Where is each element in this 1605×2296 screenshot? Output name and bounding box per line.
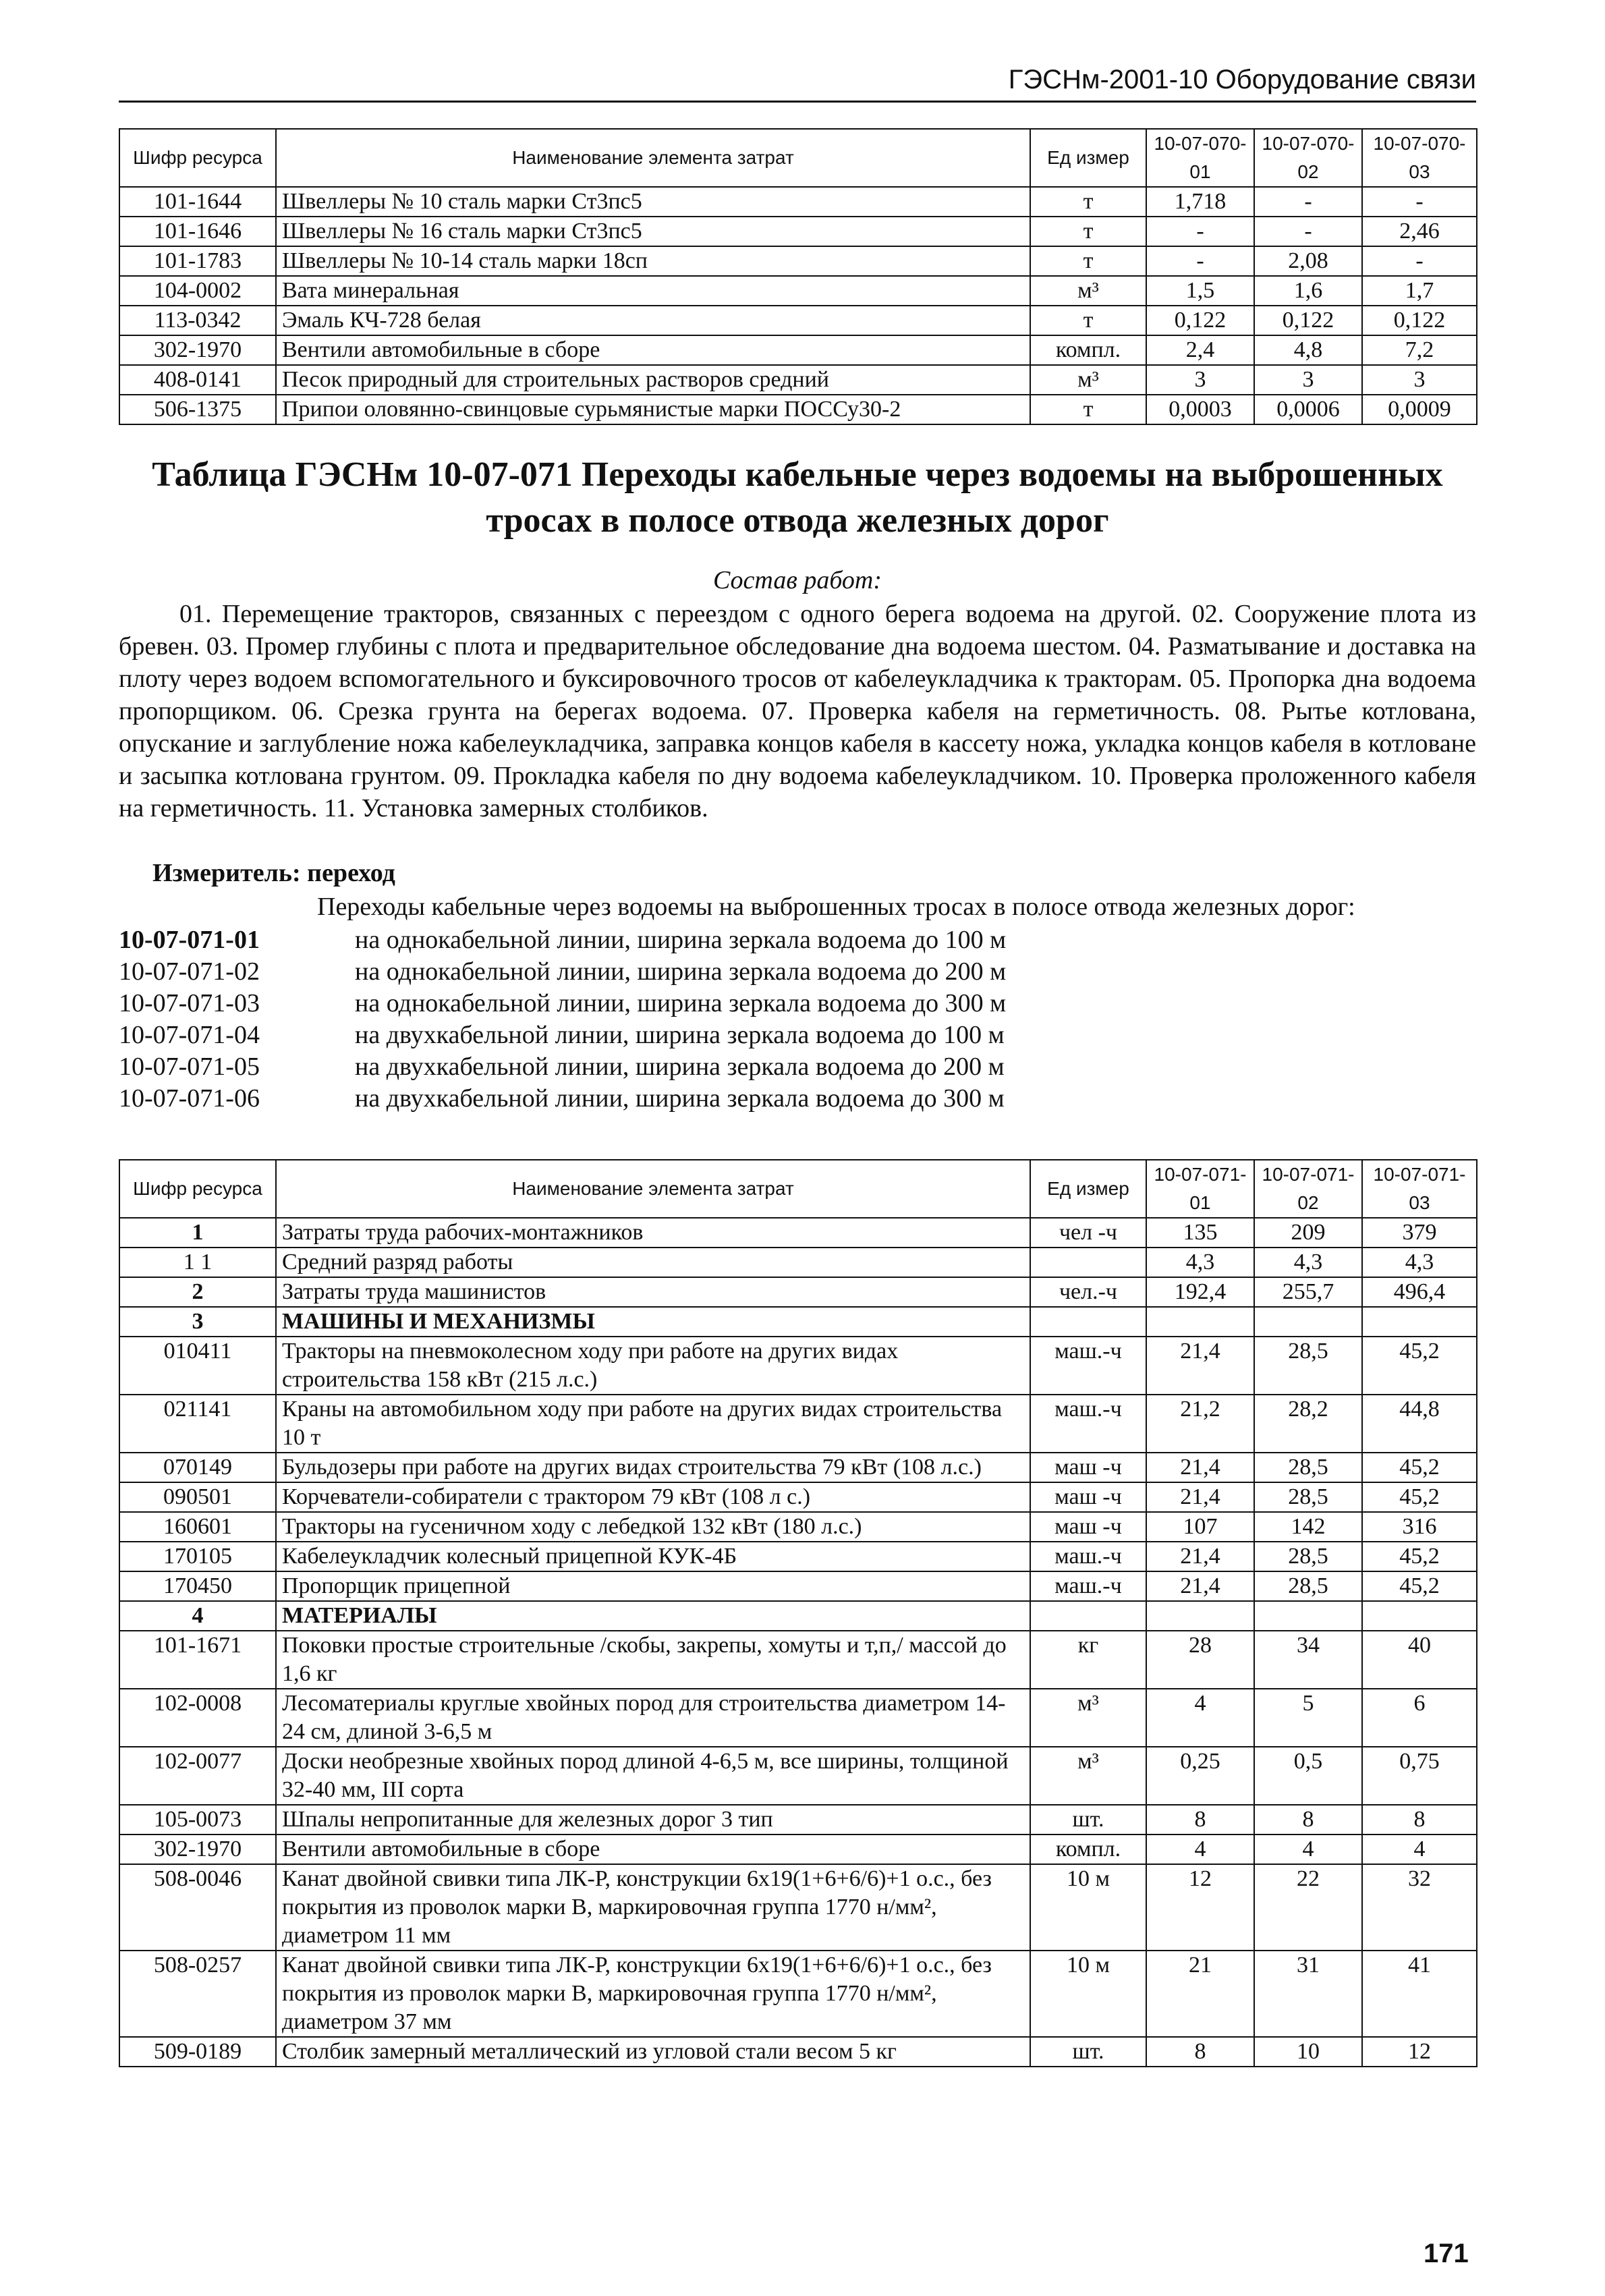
table-row	[119, 217, 1477, 246]
cell-name: Кабелеукладчик колесный прицепной КУК-4Б	[276, 1542, 1030, 1571]
cell-name: Шпалы непропитанные для железных дорог 3 тип	[276, 1805, 1030, 1835]
table-row	[119, 306, 1477, 335]
cell-value-3: 3	[1362, 365, 1477, 395]
cell-unit: м³	[1030, 1747, 1146, 1805]
cell-value-3: 0,122	[1362, 306, 1477, 335]
cell-unit: чел.-ч	[1030, 1277, 1146, 1307]
table-row	[119, 276, 1477, 306]
cell-unit: маш.-ч	[1030, 1542, 1146, 1571]
section-title: Таблица ГЭСНм 10-07-071 Переходы кабельные через водоемы на выброшенных тросах в полосе отвода железных дорог	[152, 455, 1443, 540]
cell-unit: компл.	[1030, 335, 1146, 365]
table-row	[119, 1747, 1477, 1805]
cell-value-1: 21,4	[1146, 1482, 1254, 1512]
cell-name: Тракторы на пневмоколесном ходу при работе на других видах строительства 158 кВт (215 л.с.)	[276, 1337, 1030, 1395]
variant-item	[119, 1083, 1006, 1115]
table-row	[119, 1542, 1477, 1571]
table-row	[119, 1951, 1477, 2037]
cell-name: Лесоматериалы круглые хвойных пород для строительства диаметром 14-24 см, длиной 3-6,5 м	[276, 1689, 1030, 1747]
cell-name: Швеллеры № 10-14 сталь марки 18сп	[276, 246, 1030, 276]
cell-name: Вата минеральная	[276, 276, 1030, 306]
variant-item	[119, 956, 1006, 988]
resource-table-071	[119, 1159, 1477, 2067]
cell-value-2: 28,5	[1254, 1337, 1362, 1395]
cell-name: МАШИНЫ И МЕХАНИЗМЫ	[276, 1307, 1030, 1337]
table-row	[119, 1512, 1477, 1542]
variant-code: 10-07-071-05	[119, 1053, 260, 1081]
cell-code: 2	[119, 1277, 276, 1307]
table-row	[119, 1337, 1477, 1395]
cell-name: Пропорщик прицепной	[276, 1571, 1030, 1601]
cell-value-2: 28,5	[1254, 1571, 1362, 1601]
cell-code: 104-0002	[119, 276, 276, 306]
cell-value-3: 379	[1362, 1218, 1477, 1248]
cell-value-3: 2,46	[1362, 217, 1477, 246]
page-number: 171	[1424, 2239, 1469, 2268]
table-row	[119, 1482, 1477, 1512]
cell-name: Эмаль КЧ-728 белая	[276, 306, 1030, 335]
cell-value-1: 2,4	[1146, 335, 1254, 365]
works-label: Состав работ:	[712, 566, 882, 594]
cell-code: 105-0073	[119, 1805, 276, 1835]
cell-name: Краны на автомобильном ходу при работе на других видах строительства 10 т	[276, 1395, 1030, 1453]
cell-value-1: 192,4	[1146, 1277, 1254, 1307]
cell-value-2: 28,5	[1254, 1453, 1362, 1482]
cell-unit: маш.-ч	[1030, 1337, 1146, 1395]
table-row	[119, 1805, 1477, 1835]
cell-code: 101-1646	[119, 217, 276, 246]
cell-value-1: -	[1146, 246, 1254, 276]
variant-item	[119, 1051, 1006, 1083]
cell-value-3: 45,2	[1362, 1542, 1477, 1571]
table-row	[119, 1864, 1477, 1951]
cell-value-1: 135	[1146, 1218, 1254, 1248]
cell-code: 101-1644	[119, 187, 276, 217]
cell-name: Поковки простые строительные /скобы, закрепы, хомуты и т,п,/ массой до 1,6 кг	[276, 1631, 1030, 1689]
cell-value-3: 45,2	[1362, 1337, 1477, 1395]
table-row	[119, 1689, 1477, 1747]
col-header-variant-3: 10-07-070-03	[1362, 129, 1477, 187]
table-row	[119, 1218, 1477, 1248]
cell-value-3: 316	[1362, 1512, 1477, 1542]
cell-value-1: 21,4	[1146, 1571, 1254, 1601]
table-row	[119, 246, 1477, 276]
variant-code: 10-07-071-03	[119, 989, 260, 1017]
cell-name: Средний разряд работы	[276, 1248, 1030, 1277]
cell-code: 113-0342	[119, 306, 276, 335]
cell-name: Бульдозеры при работе на других видах строительства 79 кВт (108 л.с.)	[276, 1453, 1030, 1482]
cell-value-1: 1,718	[1146, 187, 1254, 217]
variant-code: 10-07-071-01	[119, 926, 260, 954]
cell-unit: т	[1030, 395, 1146, 424]
cell-value-1: 0,25	[1146, 1747, 1254, 1805]
cell-value-3: 41	[1362, 1951, 1477, 2037]
cell-value-3: 1,7	[1362, 276, 1477, 306]
variants-list	[119, 924, 1006, 1115]
cell-name: Вентили автомобильные в сборе	[276, 335, 1030, 365]
table-row	[119, 1631, 1477, 1689]
variant-code: 10-07-071-04	[119, 1021, 260, 1049]
cell-code: 508-0046	[119, 1864, 276, 1951]
cell-value-1: 8	[1146, 2037, 1254, 2067]
cell-value-1: 0,122	[1146, 306, 1254, 335]
cell-name: Швеллеры № 16 сталь марки Ст3пс5	[276, 217, 1030, 246]
cell-value-2: 0,122	[1254, 306, 1362, 335]
table-row	[119, 2037, 1477, 2067]
cell-value-2: 3	[1254, 365, 1362, 395]
col-header-variant-1: 10-07-071-01	[1146, 1160, 1254, 1218]
cell-value-3: 496,4	[1362, 1277, 1477, 1307]
cell-name: Канат двойной свивки типа ЛК-Р, конструкции 6х19(1+6+6/6)+1 о.с., без покрытия из проволок марки В, маркировочная группа 1770 н/мм², диаметром 11 мм	[276, 1864, 1030, 1951]
cell-code: 070149	[119, 1453, 276, 1482]
cell-value-3: 4,3	[1362, 1248, 1477, 1277]
cell-code: 509-0189	[119, 2037, 276, 2067]
cell-name: Припои оловянно-свинцовые сурьмянистые марки ПОССу30-2	[276, 395, 1030, 424]
cell-value-2: 28,2	[1254, 1395, 1362, 1453]
variant-item	[119, 988, 1006, 1019]
cell-code: 021141	[119, 1395, 276, 1453]
cell-code: 1 1	[119, 1248, 276, 1277]
cell-value-3: 32	[1362, 1864, 1477, 1951]
cell-unit: т	[1030, 217, 1146, 246]
table-row	[119, 395, 1477, 424]
cell-value-3: 8	[1362, 1805, 1477, 1835]
cell-value-3: 12	[1362, 2037, 1477, 2067]
cell-name: Доски необрезные хвойных пород длиной 4-6,5 м, все ширины, толщиной 32-40 мм, III сорта	[276, 1747, 1030, 1805]
cell-value-1: 21,2	[1146, 1395, 1254, 1453]
cell-code: 3	[119, 1307, 276, 1337]
col-header-name: Наименование элемента затрат	[276, 1160, 1030, 1218]
cell-unit: компл.	[1030, 1835, 1146, 1864]
cell-value-3: 45,2	[1362, 1571, 1477, 1601]
resource-table-070	[119, 128, 1477, 425]
cell-value-1: 107	[1146, 1512, 1254, 1542]
cell-value-1: 4,3	[1146, 1248, 1254, 1277]
works-text: 01. Перемещение тракторов, связанных с переездом с одного берега водоема на другой. 02. Сооружение плота из бревен. 03. Промер глубины с плота и предварительное обследование дна водоема шестом. 04. Разматывание и доставка на плоту через водоем вспомогательного и буксировочного тросов от кабелеукладчика к тракторам. 05. Пропорка дна водоема пропорщиком. 06. Срезка грунта на берегах водоема. 07. Проверка кабеля на герметичность. 08. Рытье котлована, опускание и заглубление ножа кабелеукладчика, заправка концов кабеля в кассету ножа, укладка концов кабеля в котловане и засыпка котлована грунтом. 09. Прокладка кабеля по дну водоема кабелеукладчиком. 10. Проверка проложенного кабеля на герметичность. 11. Установка замерных столбиков.	[119, 600, 1476, 822]
cell-value-2	[1254, 1601, 1362, 1631]
cell-value-3: 45,2	[1362, 1482, 1477, 1512]
meter-label: Измеритель: переход	[152, 859, 395, 887]
cell-name: Песок природный для строительных растворов средний	[276, 365, 1030, 395]
cell-code: 1	[119, 1218, 276, 1248]
cell-value-2: 4,3	[1254, 1248, 1362, 1277]
cell-value-1: 21,4	[1146, 1337, 1254, 1395]
cell-value-2: 0,0006	[1254, 395, 1362, 424]
cell-value-3	[1362, 1307, 1477, 1337]
cell-value-3: 7,2	[1362, 335, 1477, 365]
running-header: ГЭСНм-2001-10 Оборудование связи	[119, 65, 1476, 103]
cell-name: Швеллеры № 10 сталь марки Ст3пс5	[276, 187, 1030, 217]
cell-value-3: 40	[1362, 1631, 1477, 1689]
cell-unit: кг	[1030, 1631, 1146, 1689]
table-row	[119, 187, 1477, 217]
cell-unit: маш -ч	[1030, 1482, 1146, 1512]
variant-text: на двухкабельной линии, ширина зеркала водоема до 300 м	[355, 1084, 1005, 1113]
col-header-variant-3: 10-07-071-03	[1362, 1160, 1477, 1218]
cell-value-1: -	[1146, 217, 1254, 246]
table-row	[119, 1601, 1477, 1631]
table-row	[119, 1395, 1477, 1453]
cell-value-2: 28,5	[1254, 1482, 1362, 1512]
table-row	[119, 1453, 1477, 1482]
col-header-unit: Ед измер	[1030, 129, 1146, 187]
cell-name: Корчеватели-собиратели с трактором 79 кВт (108 л с.)	[276, 1482, 1030, 1512]
variant-text: на двухкабельной линии, ширина зеркала водоема до 100 м	[355, 1021, 1005, 1049]
cell-unit: т	[1030, 246, 1146, 276]
variants-intro: Переходы кабельные через водоемы на выброшенных тросах в полосе отвода железных дорог:	[317, 893, 1355, 921]
cell-code: 102-0077	[119, 1747, 276, 1805]
cell-value-2: 142	[1254, 1512, 1362, 1542]
cell-value-3: 6	[1362, 1689, 1477, 1747]
cell-value-1: 21,4	[1146, 1453, 1254, 1482]
cell-value-2: 2,08	[1254, 246, 1362, 276]
table-row	[119, 335, 1477, 365]
cell-value-1: 4	[1146, 1835, 1254, 1864]
cell-value-2: 28,5	[1254, 1542, 1362, 1571]
cell-value-3: 0,0009	[1362, 395, 1477, 424]
cell-value-3: 44,8	[1362, 1395, 1477, 1453]
cell-value-1	[1146, 1307, 1254, 1337]
cell-value-2: 5	[1254, 1689, 1362, 1747]
cell-name: Тракторы на гусеничном ходу с лебедкой 132 кВт (180 л.с.)	[276, 1512, 1030, 1542]
cell-code: 101-1783	[119, 246, 276, 276]
cell-code: 010411	[119, 1337, 276, 1395]
cell-value-1: 1,5	[1146, 276, 1254, 306]
cell-value-2: -	[1254, 217, 1362, 246]
variant-item	[119, 924, 1006, 956]
cell-unit: м³	[1030, 1689, 1146, 1747]
col-header-variant-1: 10-07-070-01	[1146, 129, 1254, 187]
cell-value-2: 34	[1254, 1631, 1362, 1689]
cell-unit: маш -ч	[1030, 1512, 1146, 1542]
cell-unit: маш -ч	[1030, 1453, 1146, 1482]
cell-code: 170450	[119, 1571, 276, 1601]
cell-code: 506-1375	[119, 395, 276, 424]
cell-value-1: 8	[1146, 1805, 1254, 1835]
cell-value-2: -	[1254, 187, 1362, 217]
cell-value-2: 4,8	[1254, 335, 1362, 365]
cell-value-1: 0,0003	[1146, 395, 1254, 424]
cell-value-2: 22	[1254, 1864, 1362, 1951]
cell-name: Столбик замерный металлический из угловой стали весом 5 кг	[276, 2037, 1030, 2067]
variant-text: на двухкабельной линии, ширина зеркала водоема до 200 м	[355, 1053, 1005, 1081]
cell-value-2: 4	[1254, 1835, 1362, 1864]
cell-unit: м³	[1030, 365, 1146, 395]
cell-value-3	[1362, 1601, 1477, 1631]
cell-unit: т	[1030, 306, 1146, 335]
cell-code: 102-0008	[119, 1689, 276, 1747]
table-row	[119, 1571, 1477, 1601]
cell-code: 160601	[119, 1512, 276, 1542]
cell-unit	[1030, 1248, 1146, 1277]
cell-name: Затраты труда рабочих-монтажников	[276, 1218, 1030, 1248]
cell-code: 170105	[119, 1542, 276, 1571]
cell-value-3: 45,2	[1362, 1453, 1477, 1482]
col-header-code: Шифр ресурса	[119, 1160, 276, 1218]
cell-unit	[1030, 1601, 1146, 1631]
cell-value-1: 28	[1146, 1631, 1254, 1689]
cell-code: 408-0141	[119, 365, 276, 395]
table-row	[119, 1307, 1477, 1337]
cell-name: Канат двойной свивки типа ЛК-Р, конструкции 6х19(1+6+6/6)+1 о.с., без покрытия из проволок марки В, маркировочная группа 1770 н/мм², диаметром 37 мм	[276, 1951, 1030, 2037]
cell-value-3: -	[1362, 246, 1477, 276]
cell-value-3: 0,75	[1362, 1747, 1477, 1805]
table-row	[119, 1835, 1477, 1864]
table-row	[119, 365, 1477, 395]
cell-value-1: 3	[1146, 365, 1254, 395]
cell-unit: шт.	[1030, 2037, 1146, 2067]
cell-code: 4	[119, 1601, 276, 1631]
cell-value-2: 255,7	[1254, 1277, 1362, 1307]
cell-value-3: 4	[1362, 1835, 1477, 1864]
cell-value-2: 0,5	[1254, 1747, 1362, 1805]
cell-name: Вентили автомобильные в сборе	[276, 1835, 1030, 1864]
cell-name: Затраты труда машинистов	[276, 1277, 1030, 1307]
col-header-unit: Ед измер	[1030, 1160, 1146, 1218]
cell-unit: м³	[1030, 276, 1146, 306]
cell-value-2: 8	[1254, 1805, 1362, 1835]
cell-code: 090501	[119, 1482, 276, 1512]
cell-value-2: 10	[1254, 2037, 1362, 2067]
cell-value-1	[1146, 1601, 1254, 1631]
cell-name: МАТЕРИАЛЫ	[276, 1601, 1030, 1631]
variant-item	[119, 1019, 1006, 1051]
variant-text: на однокабельной линии, ширина зеркала водоема до 200 м	[355, 957, 1007, 986]
cell-code: 508-0257	[119, 1951, 276, 2037]
cell-value-2	[1254, 1307, 1362, 1337]
cell-value-1: 12	[1146, 1864, 1254, 1951]
variant-text: на однокабельной линии, ширина зеркала водоема до 300 м	[355, 989, 1007, 1017]
table-row	[119, 1248, 1477, 1277]
cell-value-1: 4	[1146, 1689, 1254, 1747]
cell-value-2: 209	[1254, 1218, 1362, 1248]
col-header-variant-2: 10-07-070-02	[1254, 129, 1362, 187]
variant-text: на однокабельной линии, ширина зеркала водоема до 100 м	[355, 926, 1007, 954]
cell-value-2: 31	[1254, 1951, 1362, 2037]
col-header-variant-2: 10-07-071-02	[1254, 1160, 1362, 1218]
cell-value-3: -	[1362, 187, 1477, 217]
cell-unit: т	[1030, 187, 1146, 217]
table-row	[119, 1277, 1477, 1307]
cell-unit: 10 м	[1030, 1864, 1146, 1951]
col-header-name: Наименование элемента затрат	[276, 129, 1030, 187]
col-header-code: Шифр ресурса	[119, 129, 276, 187]
cell-unit: шт.	[1030, 1805, 1146, 1835]
cell-code: 302-1970	[119, 335, 276, 365]
cell-value-1: 21,4	[1146, 1542, 1254, 1571]
cell-unit: маш.-ч	[1030, 1395, 1146, 1453]
variant-code: 10-07-071-06	[119, 1084, 260, 1113]
cell-unit: маш.-ч	[1030, 1571, 1146, 1601]
cell-code: 101-1671	[119, 1631, 276, 1689]
cell-code: 302-1970	[119, 1835, 276, 1864]
cell-unit	[1030, 1307, 1146, 1337]
cell-value-1: 21	[1146, 1951, 1254, 2037]
cell-value-2: 1,6	[1254, 276, 1362, 306]
cell-unit: 10 м	[1030, 1951, 1146, 2037]
variant-code: 10-07-071-02	[119, 957, 260, 986]
cell-unit: чел -ч	[1030, 1218, 1146, 1248]
